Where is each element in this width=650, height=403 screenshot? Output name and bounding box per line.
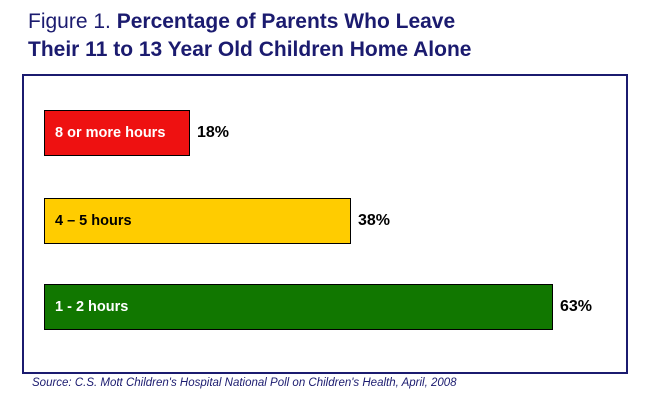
figure-label: Figure 1. — [28, 10, 111, 33]
bar-chart-plot — [24, 76, 626, 372]
bar-value-label: 18% — [197, 124, 230, 141]
title-line-1 — [28, 8, 628, 36]
bar-8-or-more-hours — [44, 110, 190, 156]
bar-category-label: 1 - 2 hours — [55, 299, 129, 315]
bar-4-5-hours — [44, 198, 351, 244]
page-title — [28, 8, 628, 64]
bar-value-label: 38% — [358, 212, 391, 229]
figure-title-line-1: Percentage of Parents Who Leave — [116, 10, 456, 33]
bar-row — [44, 284, 592, 330]
bar-category-label: 4 – 5 hours — [55, 213, 132, 229]
bar-value-label: 63% — [560, 298, 593, 315]
bar-row — [44, 110, 229, 156]
bar-row — [44, 198, 390, 244]
chart-frame — [22, 74, 628, 374]
source-note: Source: C.S. Mott Children's Hospital National Poll on Children's Health, April, 2008 — [32, 377, 457, 389]
bar-category-label: 8 or more hours — [55, 125, 166, 141]
bar-1-2-hours — [44, 284, 553, 330]
figure-title-line-2: Their 11 to 13 Year Old Children Home Alone — [28, 38, 472, 61]
